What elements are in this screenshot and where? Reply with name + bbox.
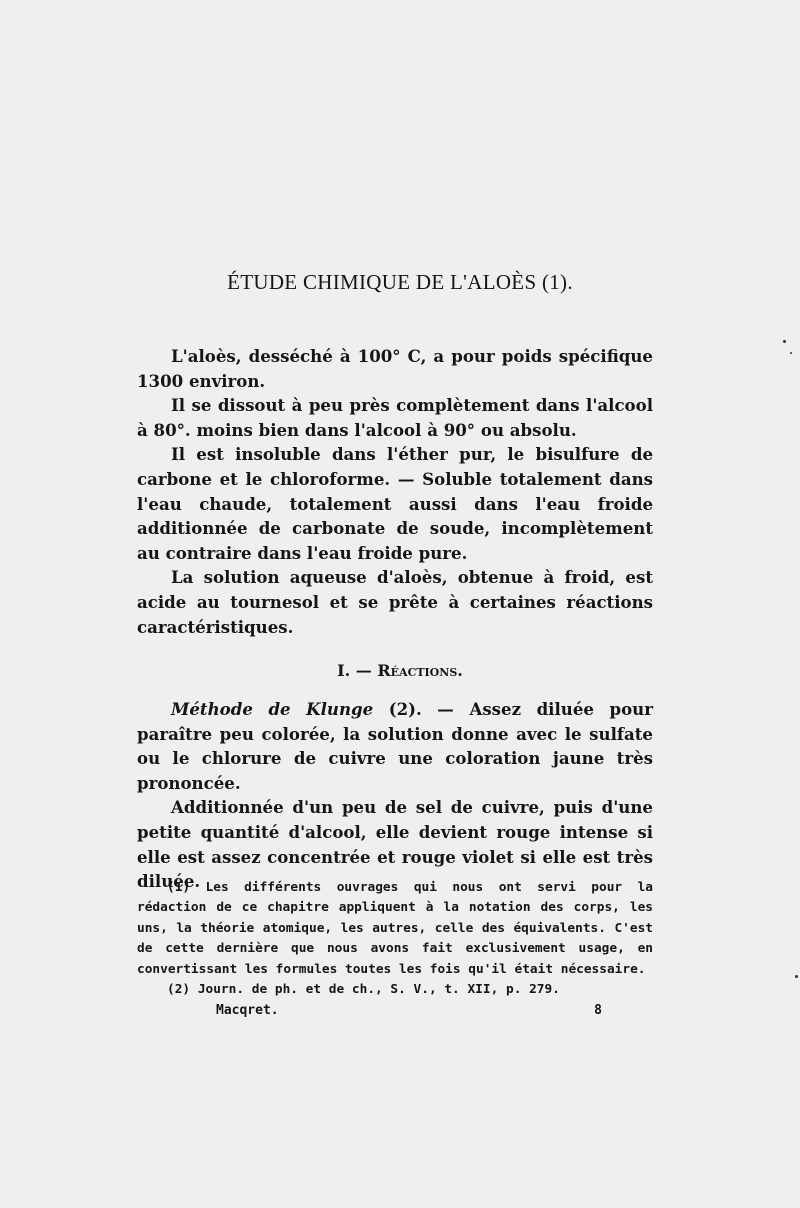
footnotes xyxy=(137,878,653,1000)
paragraph: Il est insoluble dans l'éther pur, le bisulfure de carbone et le chloroforme. — Soluble totalement dans l'eau chaude, totalement aussi dans l'eau froide additionnée de carbonate de soude, incomplètement au contraire dans l'eau froide pure. xyxy=(137,444,653,563)
body-text-2 xyxy=(137,697,653,894)
footnote: (2) Journ. de ph. et de ch., S. V., t. XII, p. 279. xyxy=(167,982,560,998)
paragraph: Il se dissout à peu près complètement dans l'alcool à 80°. moins bien dans l'alcool à 90° ou absolu. xyxy=(137,395,653,440)
body-text xyxy=(137,344,653,639)
ink-speck xyxy=(790,352,792,354)
ink-speck xyxy=(795,975,798,978)
footnote: (1) Les différents ouvrages qui nous ont servi pour la rédaction de ce chapitre appliquent à la notation des corps, les uns, la théorie atomique, les autres, celle des équivalents. C'est de cette dernière que nous avons fait exclusivement usage, en convertissant les formules toutes les fois qu'il était nécessaire. xyxy=(137,880,653,977)
page-footer xyxy=(216,1003,602,1018)
ink-speck xyxy=(783,340,786,343)
method-text: Assez diluée pour paraître peu colorée, la solution donne avec le sulfate ou le chlorure de cuivre une coloration jaune très prononcée. xyxy=(137,699,653,793)
signature-mark: 8 xyxy=(594,1003,602,1018)
paragraph: L'aloès, desséché à 100° C, a pour poids spécifique 1300 environ. xyxy=(137,346,653,391)
section-heading xyxy=(0,661,800,680)
section-number: I. — xyxy=(337,661,372,680)
paragraph: La solution aqueuse d'aloès, obtenue à froid, est acide au tournesol et se prête à certaines réactions caractéristiques. xyxy=(137,567,653,637)
method-paragraph xyxy=(137,697,653,795)
paragraph: Additionnée d'un peu de sel de cuivre, puis d'une petite quantité d'alcool, elle devient rouge intense si elle est assez concentrée et rouge violet si elle est très diluée. xyxy=(137,797,653,892)
footer-author: Macqret. xyxy=(216,1003,279,1018)
chapter-title: ÉTUDE CHIMIQUE DE L'ALOÈS (1). xyxy=(227,270,573,294)
section-title: Réactions. xyxy=(377,661,463,680)
method-ref: (2). — xyxy=(373,699,470,719)
method-name: Méthode de Klunge xyxy=(171,699,374,719)
